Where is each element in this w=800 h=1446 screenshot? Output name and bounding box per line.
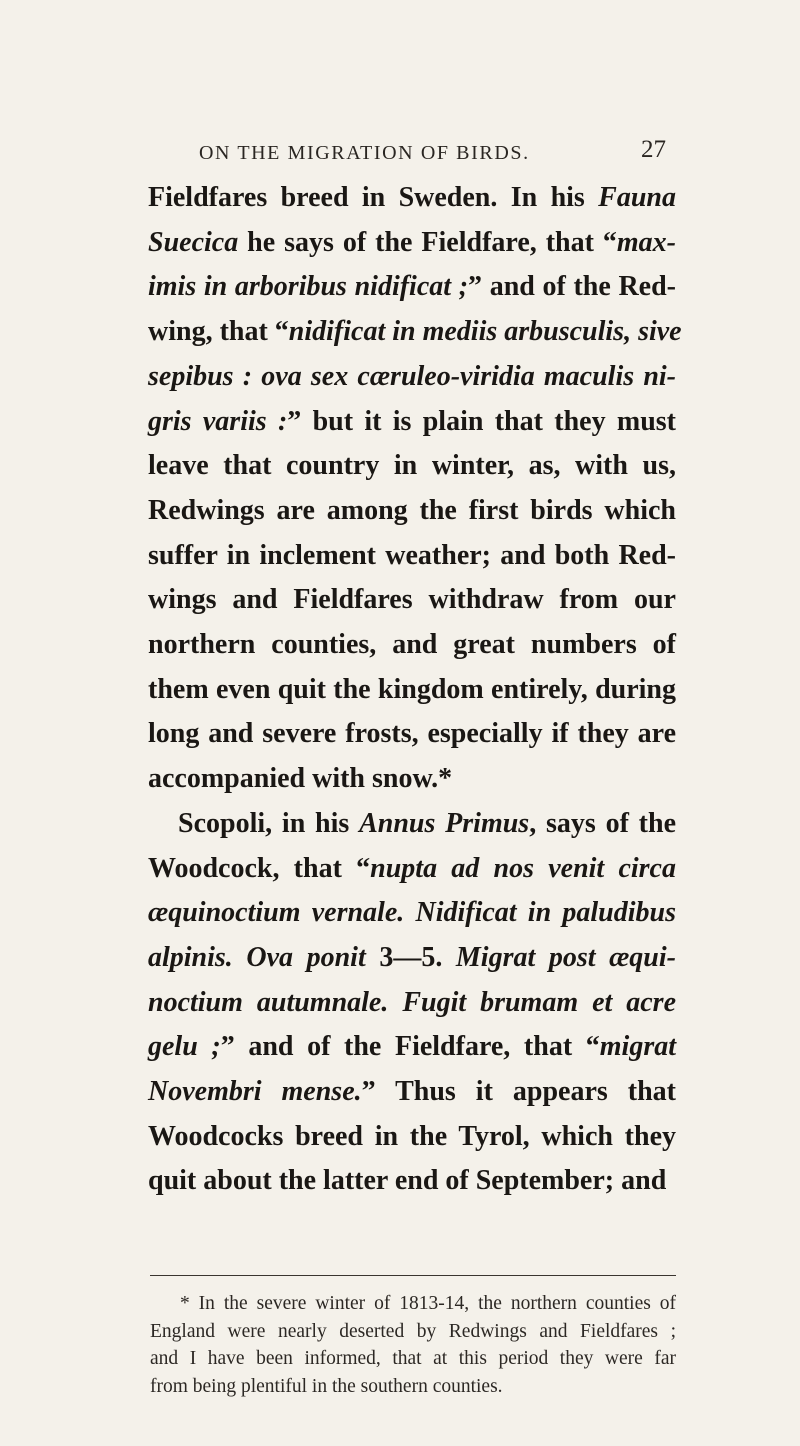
text-line bbox=[148, 1025, 676, 1070]
text-run: ” and of the Fieldfare, that “ bbox=[220, 1031, 600, 1063]
text-line bbox=[148, 712, 676, 757]
text-line bbox=[148, 1115, 676, 1160]
italic-run: max- bbox=[616, 226, 676, 258]
text-run: ” but it is plain that they must bbox=[287, 405, 676, 437]
text-run: ” Thus it appears that bbox=[361, 1076, 676, 1108]
footnote-line: and I have been informed, that at this period they were far bbox=[150, 1348, 676, 1369]
text-run: Woodcocks breed in the Tyrol, which they bbox=[148, 1120, 676, 1152]
text-line bbox=[148, 176, 676, 221]
text-line bbox=[148, 668, 676, 713]
text-run: northern counties, and great numbers of bbox=[148, 629, 676, 661]
italic-run: Annus Primus bbox=[359, 807, 530, 839]
italic-run: migrat bbox=[599, 1031, 676, 1063]
text-line bbox=[148, 1159, 676, 1204]
text-line bbox=[148, 981, 676, 1026]
italic-run: imis in arboribus nidificat ; bbox=[148, 271, 469, 303]
text-run: them even quit the kingdom entirely, during bbox=[148, 673, 676, 705]
text-line bbox=[148, 489, 676, 534]
text-line bbox=[148, 221, 676, 266]
body-text bbox=[148, 176, 682, 1204]
footnote bbox=[150, 1290, 676, 1400]
text-run: Fieldfares breed in Sweden. In his bbox=[148, 182, 599, 213]
text-run: wing, that “ bbox=[148, 316, 289, 348]
text-run: accompanied with snow.* bbox=[148, 763, 453, 795]
running-title: ON THE MIGRATION OF BIRDS. bbox=[199, 142, 530, 164]
italic-run: noctium autumnale. Fugit brumam et acre bbox=[148, 986, 676, 1018]
text-line bbox=[148, 891, 676, 936]
italic-run: æquinoctium vernale. Nidificat in paludibus bbox=[148, 897, 676, 929]
text-run: leave that country in winter, as, with us, bbox=[148, 450, 676, 482]
footnote-line: England were nearly deserted by Redwings and Fieldfares ; bbox=[150, 1320, 676, 1342]
text-run: 3—5. bbox=[365, 941, 456, 973]
text-line bbox=[148, 400, 676, 445]
page-number: 27 bbox=[641, 136, 666, 163]
italic-run: Suecica bbox=[148, 226, 239, 258]
italic-run: nidificat in mediis arbusculis, sive bbox=[288, 316, 682, 348]
italic-run: alpinis. Ova ponit bbox=[148, 941, 366, 973]
text-line bbox=[148, 757, 676, 802]
italic-run: Fauna bbox=[598, 182, 676, 213]
footnote-line: * In the severe winter of 1813-14, the northern counties of bbox=[180, 1293, 676, 1314]
italic-run: Migrat post æqui- bbox=[455, 941, 676, 973]
text-line bbox=[148, 847, 676, 892]
text-run: long and severe frosts, especially if they are bbox=[148, 718, 676, 750]
text-run: ” and of the Red- bbox=[468, 271, 676, 303]
text-line bbox=[148, 936, 676, 981]
italic-run: Novembri mense. bbox=[148, 1076, 362, 1108]
footnote-rule bbox=[150, 1275, 676, 1276]
text-run: quit about the latter end of September; and bbox=[148, 1165, 667, 1197]
text-line bbox=[148, 265, 676, 310]
text-line bbox=[148, 310, 682, 355]
text-run: Redwings are among the first birds which bbox=[148, 494, 676, 526]
text-line bbox=[148, 534, 676, 579]
footnote-line: from being plentiful in the southern counties. bbox=[150, 1375, 503, 1397]
text-line bbox=[148, 444, 676, 489]
text-run: he says of the Fieldfare, that “ bbox=[238, 226, 617, 258]
text-run: Scopoli, in his bbox=[178, 807, 360, 839]
italic-run: gelu ; bbox=[148, 1031, 221, 1063]
text-run: wings and Fieldfares withdraw from our bbox=[148, 584, 676, 616]
text-line bbox=[148, 623, 676, 668]
italic-run: gris variis : bbox=[148, 405, 288, 437]
text-run: Woodcock, that “ bbox=[148, 852, 371, 884]
text-run: suffer in inclement weather; and both Red- bbox=[148, 539, 676, 571]
text-line bbox=[148, 578, 676, 623]
text-line bbox=[148, 802, 676, 847]
text-line bbox=[148, 355, 676, 400]
text-line bbox=[148, 1070, 676, 1115]
italic-run: nupta ad nos venit circa bbox=[370, 852, 676, 884]
text-run: , says of the bbox=[529, 807, 676, 839]
italic-run: sepibus : ova sex cæruleo-viridia maculis ni- bbox=[148, 360, 676, 392]
